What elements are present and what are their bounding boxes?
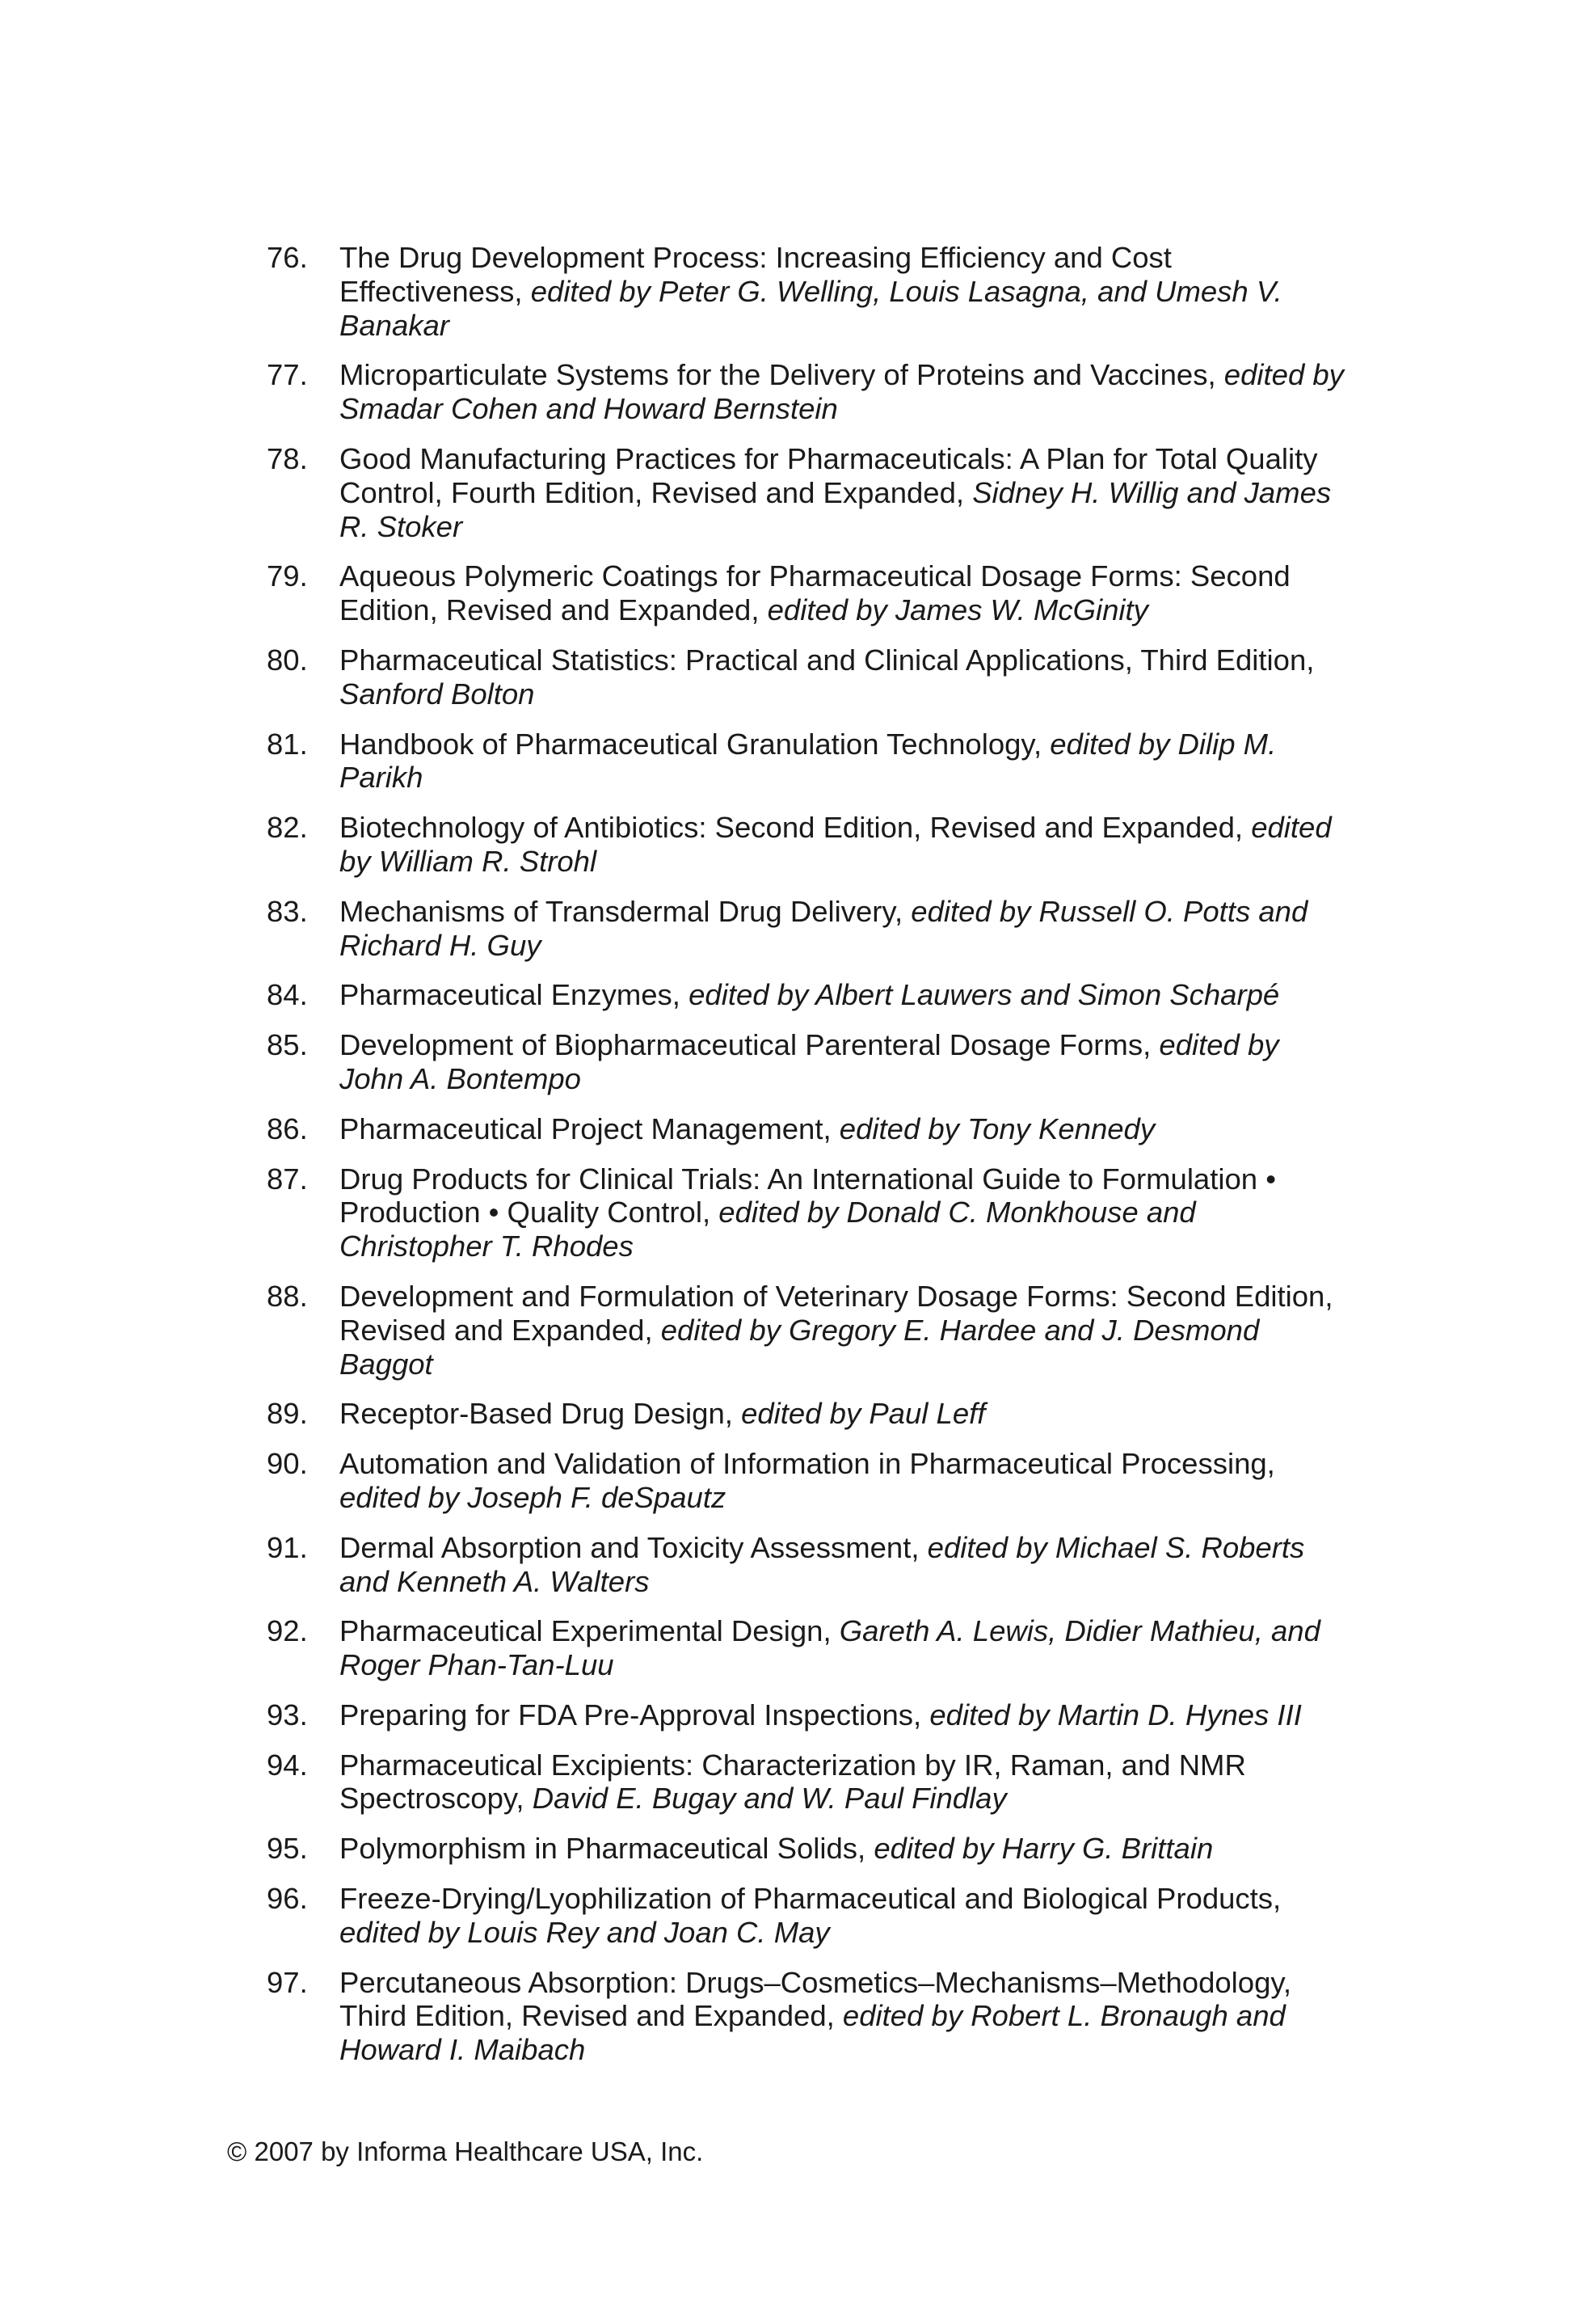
entry-credit: Gareth A. Lewis, Didier Mathieu, and Roger Phan-Tan-Luu: [339, 1614, 1320, 1682]
entry-title: Pharmaceutical Enzymes,: [339, 978, 680, 1012]
list-item: [267, 895, 1350, 963]
entry-number: 87.: [267, 1162, 308, 1196]
entry-credit: edited by Robert L. Bronaugh and Howard I. Maibach: [339, 1999, 1286, 2067]
list-item: [267, 811, 1350, 879]
entry-text: [339, 895, 1350, 963]
entry-title: Microparticulate Systems for the Delivery of Proteins and Vaccines,: [339, 358, 1216, 392]
entry-title: Dermal Absorption and Toxicity Assessment,: [339, 1530, 920, 1564]
list-item: [267, 1028, 1350, 1096]
entry-text: [339, 728, 1350, 795]
entry-number: 81.: [267, 727, 308, 761]
entry-title: Mechanisms of Transdermal Drug Delivery,: [339, 894, 903, 928]
entry-credit: edited by John A. Bontempo: [339, 1028, 1279, 1095]
entry-number: 94.: [267, 1748, 308, 1782]
entry-text: [339, 1698, 1350, 1732]
list-item: [267, 358, 1350, 426]
entry-number: 82.: [267, 811, 308, 845]
entry-credit: edited by Gregory E. Hardee and J. Desmond Baggot: [339, 1313, 1260, 1381]
entry-credit: edited by Donald C. Monkhouse and Christopher T. Rhodes: [339, 1196, 1196, 1263]
entry-credit: edited by Dilip M. Parikh: [339, 727, 1277, 795]
list-item: [267, 1698, 1350, 1732]
entry-text: [339, 1832, 1350, 1866]
entry-text: [339, 358, 1350, 426]
entry-number: 88.: [267, 1279, 308, 1313]
entry-credit: edited by Tony Kennedy: [839, 1111, 1156, 1145]
entry-credit: edited by William R. Strohl: [339, 811, 1332, 878]
entry-text: [339, 1280, 1350, 1381]
entry-number: 86.: [267, 1111, 308, 1145]
entry-title: Development of Biopharmaceutical Parenteral Dosage Forms,: [339, 1028, 1152, 1062]
list-item: [267, 1531, 1350, 1599]
entry-credit: Sanford Bolton: [339, 677, 535, 711]
entry-credit: edited by Russell O. Potts and Richard H. Guy: [339, 894, 1308, 962]
entry-credit: edited by Louis Rey and Joan C. May: [339, 1915, 830, 1949]
entry-text: [339, 643, 1350, 711]
entry-credit: Sidney H. Willig and James R. Stoker: [339, 475, 1332, 543]
entry-number: 77.: [267, 358, 308, 392]
entry-text: [339, 1531, 1350, 1599]
entry-credit: edited by Peter G. Welling, Louis Lasagna, and Umesh V. Banakar: [339, 274, 1282, 342]
entry-title: Polymorphism in Pharmaceutical Solids,: [339, 1832, 866, 1866]
entry-title: Drug Products for Clinical Trials: An International Guide to Formulation • Production • Quality Control,: [339, 1162, 1276, 1229]
entry-credit: edited by Joseph F. deSpautz: [339, 1480, 726, 1514]
entry-title: Freeze-Drying/Lyophilization of Pharmaceutical and Biological Products,: [339, 1882, 1282, 1916]
entry-credit: edited by Albert Lauwers and Simon Scharpé: [689, 978, 1280, 1012]
entry-text: [339, 559, 1350, 627]
entry-title: Development and Formulation of Veterinary Dosage Forms: Second Edition, Revised and Expanded,: [339, 1279, 1333, 1347]
entry-title: Good Manufacturing Practices for Pharmaceuticals: A Plan for Total Quality Control, Fourth Edition, Revised and Expanded,: [339, 441, 1318, 509]
entry-number: 89.: [267, 1397, 308, 1431]
entry-number: 85.: [267, 1028, 308, 1062]
entry-credit: edited by Smadar Cohen and Howard Bernstein: [339, 358, 1344, 426]
entry-title: Pharmaceutical Statistics: Practical and Clinical Applications, Third Edition,: [339, 643, 1315, 677]
list-item: [267, 728, 1350, 795]
list-item: [267, 1966, 1350, 2067]
entry-number: 92.: [267, 1614, 308, 1648]
entry-number: 79.: [267, 559, 308, 593]
entry-text: [339, 1966, 1350, 2067]
list-item: [267, 1162, 1350, 1263]
list-item: [267, 1882, 1350, 1950]
entry-title: Handbook of Pharmaceutical Granulation Technology,: [339, 727, 1042, 761]
entry-number: 78.: [267, 441, 308, 475]
entry-credit: edited by Paul Leff: [741, 1397, 986, 1431]
entry-number: 91.: [267, 1530, 308, 1564]
copyright-notice: © 2007 by Informa Healthcare USA, Inc.: [227, 2136, 704, 2166]
entry-text: [339, 1112, 1350, 1146]
entry-number: 84.: [267, 978, 308, 1012]
list-item: [267, 442, 1350, 543]
entry-text: [339, 1028, 1350, 1096]
entry-title: Biotechnology of Antibiotics: Second Edition, Revised and Expanded,: [339, 811, 1244, 845]
entry-title: The Drug Development Process: Increasing Efficiency and Cost Effectiveness,: [339, 241, 1172, 308]
entry-number: 95.: [267, 1832, 308, 1866]
entry-credit: edited by Martin D. Hynes III: [929, 1698, 1302, 1731]
entry-credit: edited by Michael S. Roberts and Kenneth A. Walters: [339, 1530, 1305, 1598]
entry-credit: edited by James W. McGinity: [767, 593, 1148, 627]
list-item: [267, 1447, 1350, 1515]
entry-number: 83.: [267, 894, 308, 928]
entry-text: [339, 978, 1350, 1012]
entry-text: [339, 1162, 1350, 1263]
list-item: [267, 1280, 1350, 1381]
list-item: [267, 643, 1350, 711]
list-item: [267, 1748, 1350, 1816]
entry-number: 80.: [267, 643, 308, 677]
book-series-list: [267, 241, 1350, 2083]
entry-title: Pharmaceutical Experimental Design,: [339, 1614, 832, 1648]
entry-title: Receptor-Based Drug Design,: [339, 1397, 733, 1431]
entry-number: 93.: [267, 1698, 308, 1731]
list-item: [267, 1614, 1350, 1682]
entry-text: [339, 811, 1350, 879]
list-item: [267, 978, 1350, 1012]
entry-title: Percutaneous Absorption: Drugs–Cosmetics–Mechanisms–Methodology, Third Edition, Revised and Expanded,: [339, 1965, 1292, 2033]
entry-credit: edited by Harry G. Brittain: [874, 1832, 1214, 1866]
list-item: [267, 1832, 1350, 1866]
entry-text: [339, 241, 1350, 342]
entry-text: [339, 1748, 1350, 1816]
entry-text: [339, 1447, 1350, 1515]
list-item: [267, 559, 1350, 627]
entry-title: Aqueous Polymeric Coatings for Pharmaceutical Dosage Forms: Second Edition, Revised and Expanded,: [339, 559, 1291, 627]
entry-credit: David E. Bugay and W. Paul Findlay: [532, 1782, 1007, 1816]
entry-text: [339, 1397, 1350, 1431]
entry-text: [339, 442, 1350, 543]
entry-number: 76.: [267, 241, 308, 274]
entry-text: [339, 1882, 1350, 1950]
list-item: [267, 1397, 1350, 1431]
entry-title: Pharmaceutical Excipients: Characterization by IR, Raman, and NMR Spectroscopy,: [339, 1748, 1246, 1816]
list-item: [267, 1112, 1350, 1146]
list-item: [267, 241, 1350, 342]
entry-number: 97.: [267, 1965, 308, 1999]
entry-number: 96.: [267, 1882, 308, 1916]
entry-title: Automation and Validation of Information in Pharmaceutical Processing,: [339, 1447, 1275, 1481]
entry-title: Preparing for FDA Pre-Approval Inspections,: [339, 1698, 922, 1731]
entry-title: Pharmaceutical Project Management,: [339, 1111, 832, 1145]
entry-number: 90.: [267, 1447, 308, 1481]
entry-text: [339, 1614, 1350, 1682]
